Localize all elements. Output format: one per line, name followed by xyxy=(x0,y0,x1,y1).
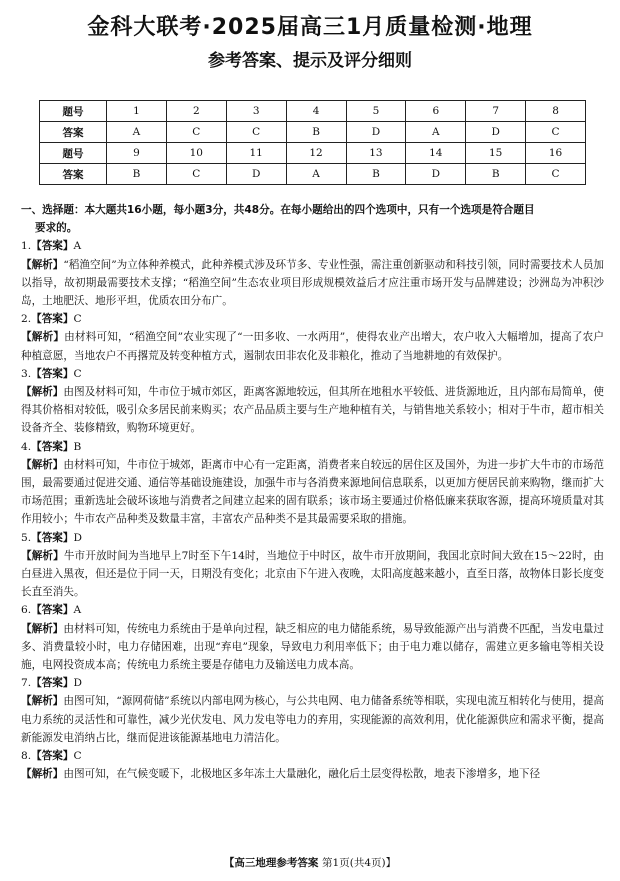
table-cell: C xyxy=(166,122,226,143)
question-item xyxy=(21,438,604,529)
table-cell: 14 xyxy=(406,143,466,164)
analysis-text: “稻渔空间”为立体种养模式，此种养模式涉及环节多、专业性强，需注重创新驱动和科技引领，同时需要技术人员加以指导，故初期最需要技术支撑；“稻渔空间”生态农业项目形成规模效益后才应注重市场开发与品牌建设；沙洲岛为冲积沙岛，土地肥沃、地形平坦，优质农田分布广。 xyxy=(21,258,605,308)
table-cell: 16 xyxy=(526,143,586,164)
question-item xyxy=(21,365,604,438)
table-cell: A xyxy=(107,122,167,143)
analysis-text: 牛市开放时间为当地早上7时至下午14时，当地位于中时区，故牛市开放期间，我国北京时间大致在15～22时，由白昼进入黑夜，但还是位于同一天，日期没有变化；北京由下午进入夜晚，太阳高度越来越小，直至日落，故物体日影长度变长直至消失。 xyxy=(21,549,604,599)
answer-table-answer-row-1 xyxy=(40,122,586,143)
answer-value: A xyxy=(73,604,82,617)
answer-value: D xyxy=(73,677,82,690)
table-cell: 1 xyxy=(107,101,167,122)
answer-label: 【答案】 xyxy=(31,367,74,380)
table-cell: 8 xyxy=(526,101,586,122)
analysis-paragraph xyxy=(21,256,604,311)
section-heading xyxy=(21,201,604,237)
row-label: 答案 xyxy=(40,164,107,185)
question-number: 2. xyxy=(21,313,32,326)
analysis-text: 由图可知，“源网荷储”系统以内部电网为核心，与公共电网、电力储备系统等相联，实现电流互相转化与使用，提高电力系统的灵活性和可靠性，减少光伏发电、风力发电等电力的弃用，实现能源的高效利用，优化能源供应和需求平衡，提高新能源发电消纳占比，继而促进该能源基地电力清洁化。 xyxy=(21,695,605,744)
question-answer-line xyxy=(21,438,604,456)
answer-value: D xyxy=(73,531,82,544)
question-item xyxy=(21,674,604,747)
analysis-text: 由材料可知，传统电力系统由于是单向过程，缺乏相应的电力储能系统，易导致能源产出与消费不匹配，当发电量过多、消费量较小时，电力存储困难，出现“弃电”现象，导致电力利用率低下；由于电力难以储存，需建立更多输电等相关设施，电网投资成本高；传统电力系统主要是存储电力及输送电力成本高。 xyxy=(21,622,605,672)
footer-label: 【高三地理参考答案 xyxy=(223,857,319,869)
page-title: 金科大联考·2025届高三1月质量检测·地理 xyxy=(87,15,533,40)
answer-value: A xyxy=(73,240,82,253)
question-answer-line xyxy=(21,529,604,547)
analysis-paragraph xyxy=(21,456,604,529)
answer-label: 【答案】 xyxy=(31,750,74,763)
table-cell: B xyxy=(466,164,526,185)
question-answer-line xyxy=(21,674,604,692)
page-footer xyxy=(0,855,620,870)
table-cell: 10 xyxy=(166,143,226,164)
row-label: 答案 xyxy=(40,122,107,143)
analysis-paragraph xyxy=(21,383,604,438)
table-cell: C xyxy=(526,122,586,143)
question-answer-line xyxy=(21,601,604,619)
answer-table-number-row-2 xyxy=(40,143,586,164)
question-number: 4. xyxy=(21,440,32,453)
table-cell: 3 xyxy=(226,101,286,122)
analysis-label: 【解析】 xyxy=(21,331,65,344)
analysis-label: 【解析】 xyxy=(21,258,64,271)
question-item xyxy=(21,310,604,365)
table-cell: 2 xyxy=(166,101,226,122)
answer-table xyxy=(39,100,586,185)
question-number: 3. xyxy=(21,367,32,380)
question-number: 7. xyxy=(21,677,32,690)
table-cell: 4 xyxy=(286,101,346,122)
page-subtitle: 参考答案、提示及评分细则 xyxy=(208,51,412,71)
analysis-paragraph xyxy=(21,547,604,602)
row-label: 题号 xyxy=(40,101,107,122)
question-item xyxy=(21,747,604,783)
question-answer-line xyxy=(21,310,604,328)
answer-value: C xyxy=(73,313,82,326)
section-heading-line: 要求的。 xyxy=(35,222,78,235)
analysis-text: 由图及材料可知，牛市位于城市郊区，距离客源地较远，但其所在地租水平较低、进货源地近，且内部布局简单，使得其价格相对较低，吸引众多居民前来购买；农产品品质主要与生产地种植有关，与销售地关系较小；相对于牛市，超市相关设备齐全、装修精致，购物环境更好。 xyxy=(21,386,605,435)
table-cell: 12 xyxy=(286,143,346,164)
table-cell: C xyxy=(226,122,286,143)
answer-label: 【答案】 xyxy=(31,240,74,253)
answer-value: B xyxy=(73,440,82,453)
table-cell: B xyxy=(286,122,346,143)
table-cell: C xyxy=(526,164,586,185)
analysis-paragraph xyxy=(21,328,604,364)
answer-explanations xyxy=(21,201,604,784)
table-cell: 5 xyxy=(346,101,406,122)
analysis-label: 【解析】 xyxy=(21,386,64,399)
answer-label: 【答案】 xyxy=(31,531,74,544)
question-number: 1. xyxy=(21,240,32,253)
table-cell: C xyxy=(166,164,226,185)
analysis-paragraph xyxy=(21,692,604,747)
analysis-text: 由材料可知，牛市位于城郊，距离市中心有一定距离，消费者来自较远的居住区及国外，为进一步扩大牛市的市场范围，最需要通过促进交通、通信等基础设施建设，加强牛市与各消费来源地间信息联系，以更加方便居民前来购物，继而扩大市场范围；重新选址会破坏该地与消费者之间建立起来的固有联系；该市场主要通过价格低廉来获取客源，提高环境质量对其作用较小；牛市农产品种类及数量丰富，丰富农产品种类不是其最需要采取的措施。 xyxy=(21,458,605,526)
analysis-text: 由图可知，在气候变暖下，北极地区多年冻土大量融化，融化后土层变得松散，地表下渗增多，地下径 xyxy=(63,768,541,781)
analysis-paragraph xyxy=(21,620,604,675)
question-number: 5. xyxy=(21,531,32,544)
question-item xyxy=(21,237,604,310)
answer-value: C xyxy=(73,367,82,380)
answer-label: 【答案】 xyxy=(31,604,74,617)
analysis-label: 【解析】 xyxy=(21,622,64,635)
table-cell: D xyxy=(226,164,286,185)
row-label: 题号 xyxy=(40,143,107,164)
table-cell: 9 xyxy=(107,143,167,164)
table-cell: 15 xyxy=(466,143,526,164)
table-cell: B xyxy=(346,164,406,185)
question-number: 8. xyxy=(21,750,32,763)
answer-table-answer-row-2 xyxy=(40,164,586,185)
answer-value: C xyxy=(73,750,82,763)
footer-page-number: 第1页(共4页)】 xyxy=(322,857,397,869)
question-answer-line xyxy=(21,365,604,383)
answer-table-number-row-1 xyxy=(40,101,586,122)
analysis-label: 【解析】 xyxy=(21,549,64,562)
table-cell: D xyxy=(346,122,406,143)
table-cell: 13 xyxy=(346,143,406,164)
table-cell: D xyxy=(406,164,466,185)
analysis-text: 由材料可知，“稻渔空间”农业实现了“一田多收、一水两用”，使得农业产出增大，农户收入大幅增加，提高了农户种植意愿，当地农户不再撂荒及转变种植方式，遏制农田非农化及非粮化，推动了当地耕地的有效保护。 xyxy=(21,331,604,362)
question-answer-line xyxy=(21,747,604,765)
analysis-label: 【解析】 xyxy=(21,458,64,471)
table-cell: B xyxy=(107,164,167,185)
question-number: 6. xyxy=(21,604,32,617)
analysis-label: 【解析】 xyxy=(21,695,64,708)
question-item xyxy=(21,601,604,674)
answer-label: 【答案】 xyxy=(31,677,74,690)
section-heading-line: 一、选择题：本大题共16小题，每小题3分，共48分。在每小题给出的四个选项中，只有一个选项是符合题目 xyxy=(21,204,535,216)
table-cell: D xyxy=(466,122,526,143)
answer-label: 【答案】 xyxy=(31,440,74,453)
table-cell: A xyxy=(286,164,346,185)
answer-label: 【答案】 xyxy=(31,313,74,326)
analysis-label: 【解析】 xyxy=(21,768,64,781)
analysis-paragraph xyxy=(21,765,604,783)
question-item xyxy=(21,529,604,602)
question-answer-line xyxy=(21,237,604,255)
table-cell: 6 xyxy=(406,101,466,122)
table-cell: 11 xyxy=(226,143,286,164)
table-cell: 7 xyxy=(466,101,526,122)
table-cell: A xyxy=(406,122,466,143)
